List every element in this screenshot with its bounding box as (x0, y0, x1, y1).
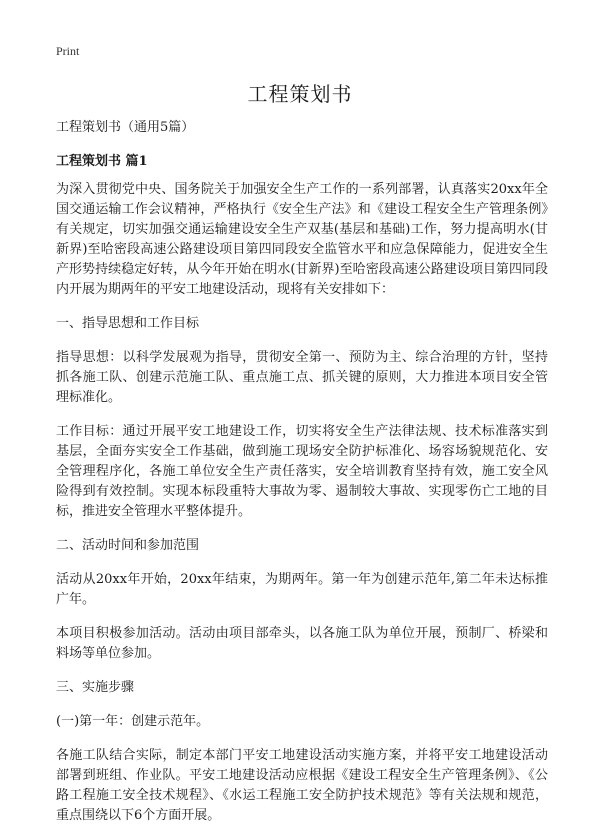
paragraph-work-goals: 工作目标：通过开展平安工地建设工作，切实将安全生产法律法规、技术标准落实到基层，全面夯实安全工作基础，做到施工现场安全防护标准化、场容场貌规范化、安全管理程序化，各施工单位安全生产责任落实，安全培训教育坚持有效，施工安全风险得到有效控制。实现本标段重特大事故为零、遏制较大事故、实现零伤亡工地的目标，推进安全管理水平整体提升。 (56, 424, 548, 519)
heading-guiding-principles: 一、指导思想和工作目标 (56, 316, 200, 331)
section-title: 工程策划书 篇1 (56, 154, 148, 169)
heading-implementation-steps: 三、实施步骤 (56, 680, 135, 695)
document-subtitle: 工程策划书（通用5篇） (56, 120, 195, 135)
intro-paragraph: 为深入贯彻党中央、国务院关于加强安全生产工作的一系列部署，认真落实20xx年全国交通运输工作会议精神，严格执行《安全生产法》和《建设工程安全生产管理条例》有关规定，切实加强交通运输建设安全生产双基(基层和基础)工作，努力提高明水(甘新界)至哈密段高速公路建设项目第四同段安全监管水平和应急保障能力，促进安全生产形势持续稳定好转，从今年开始在明水(甘新界)至哈密段高速公路建设项目第四同段内开展为期两年的平安工地建设活动，现将有关安排如下： (56, 182, 548, 297)
paragraph-first-year-details: 各施工队结合实际，制定本部门平安工地建设活动实施方案，并将平安工地建设活动部署到班组、作业队。平安工地建设活动应根据《建设工程安全生产管理条例》、《公路工程施工安全技术规程》、《水运工程施工安全防护技术规范》等有关法规和规范，重点围绕以下6个方面开展。 (56, 748, 548, 823)
heading-first-year: (一)第一年：创建示范年。 (56, 714, 210, 729)
paragraph-participation: 本项目积极参加活动。活动由项目部牵头，以各施工队为单位开展，预制厂、桥梁和料场等单位参加。 (56, 626, 548, 661)
paragraph-activity-period: 活动从20xx年开始，20xx年结束，为期两年。第一年为创建示范年,第二年未达标推广年。 (56, 572, 548, 607)
document-body (56, 118, 548, 840)
heading-activity-time: 二、活动时间和参加范围 (56, 538, 200, 553)
document-title: 工程策划书 (247, 82, 353, 106)
print-link[interactable]: Print (56, 44, 80, 58)
paragraph-guiding-thought: 指导思想：以科学发展观为指导，贯彻安全第一、预防为主、综合治理的方针，坚持抓各施工队、创建示范施工队、重点施工点、抓关键的原则，大力推进本项目安全管理标准化。 (56, 350, 548, 405)
